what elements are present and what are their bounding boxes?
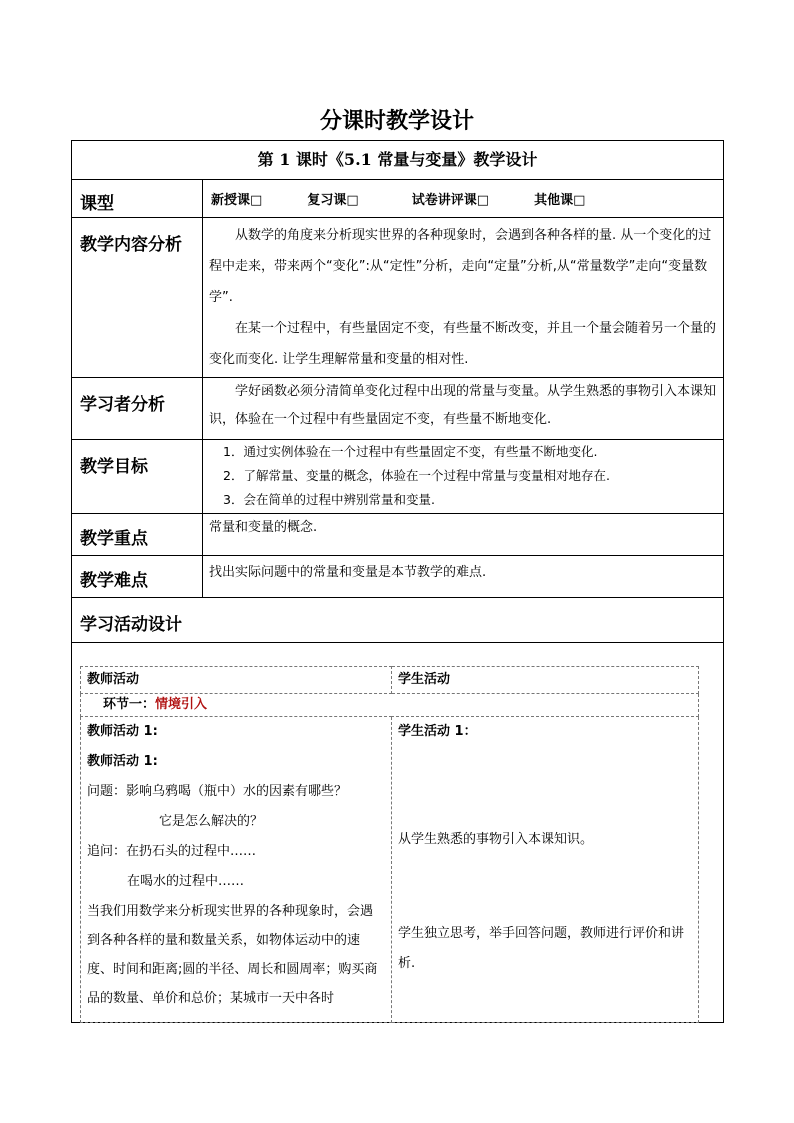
student-activity-note: 学生独立思考，举手回答问题，教师进行评价和讲析. xyxy=(398,926,685,971)
goals-cell xyxy=(203,440,724,514)
difficulties-label: 教学难点 xyxy=(72,556,203,598)
learner-analysis-label: 学习者分析 xyxy=(72,378,203,440)
phase-prefix: 环节一： xyxy=(103,697,156,712)
type-option-other[interactable]: 其他课□ xyxy=(534,193,586,208)
teacher-line: 教师活动 1: xyxy=(87,754,158,769)
content-analysis-paragraph: 在某一个过程中，有些量固定不变，有些量不断改变，并且一个量会随着另一个量的变化而变化. 让学生理解常量和变量的相对性. xyxy=(209,321,717,367)
type-option-exam-review[interactable]: 试卷讲评课□ xyxy=(411,193,490,208)
teacher-activity-cell xyxy=(81,717,392,1023)
student-activity-note: 从学生熟悉的事物引入本课知识。 xyxy=(398,832,594,847)
goal-item: 3．会在简单的过程中辨别常量和变量. xyxy=(223,492,435,507)
key-points-text: 常量和变量的概念. xyxy=(209,520,318,535)
type-label: 课型 xyxy=(72,180,203,218)
key-points-label: 教学重点 xyxy=(72,514,203,556)
learner-analysis-cell xyxy=(203,378,724,440)
phase-name: 情境引入 xyxy=(155,697,208,712)
teacher-line: 在喝水的过程中…… xyxy=(127,874,245,889)
content-analysis-paragraph: 从数学的角度来分析现实世界的各种现象时，会遇到各种各样的量. 从一个变化的过程中走来，带来两个“变化”:从“定性”分析，走向“定量”分析,从“常量数学”走向“变量数学”. xyxy=(209,228,712,305)
teacher-line: 教师活动 1: xyxy=(87,724,158,739)
difficulties-text: 找出实际问题中的常量和变量是本节教学的难点. xyxy=(209,565,487,580)
type-options xyxy=(203,180,724,218)
activity-design-heading: 学习活动设计 xyxy=(72,598,724,643)
teacher-line: 问题：影响乌鸦喝（瓶中）水的因素有哪些？ xyxy=(87,784,348,799)
difficulties-cell xyxy=(203,556,724,598)
student-activity-title: 学生活动 1： xyxy=(398,724,477,739)
student-activity-cell xyxy=(392,717,699,1023)
student-activity-header: 学生活动 xyxy=(392,667,699,694)
document-title: 分课时教学设计 xyxy=(319,108,474,134)
goal-item: 2．了解常量、变量的概念，体验在一个过程中常量与变量相对地存在. xyxy=(223,468,610,483)
learner-analysis-text: 学好函数必须分清简单变化过程中出现的常量与变量。从学生熟悉的事物引入本课知识，体验在一个过程中有些量固定不变，有些量不断地变化. xyxy=(209,384,717,427)
key-points-cell xyxy=(203,514,724,556)
teacher-line: 追问：在扔石头的过程中…… xyxy=(87,844,257,859)
teacher-activity-header: 教师活动 xyxy=(81,667,392,694)
content-analysis-label: 教学内容分析 xyxy=(72,218,203,378)
teacher-line: 它是怎么解决的？ xyxy=(159,814,264,829)
type-option-review[interactable]: 复习课□ xyxy=(307,193,359,208)
activity-table xyxy=(80,666,699,1023)
content-analysis-cell xyxy=(203,218,724,378)
teacher-line: 当我们用数学来分析现实世界的各种现象时，会遇到各种各样的量和数量关系，如物体运动中的速度、时间和距离;圆的半径、周长和圆周率；购买商品的数量、单价和总价；某城市一天中各时 xyxy=(87,904,378,1006)
goal-item: 1．通过实例体验在一个过程中有些量固定不变，有些量不断地变化. xyxy=(223,444,598,459)
lesson-title: 第 1 课时《5.1 常量与变量》教学设计 xyxy=(72,141,724,180)
phase-row xyxy=(81,694,699,717)
goals-label: 教学目标 xyxy=(72,440,203,514)
type-option-new[interactable]: 新授课□ xyxy=(211,193,263,208)
